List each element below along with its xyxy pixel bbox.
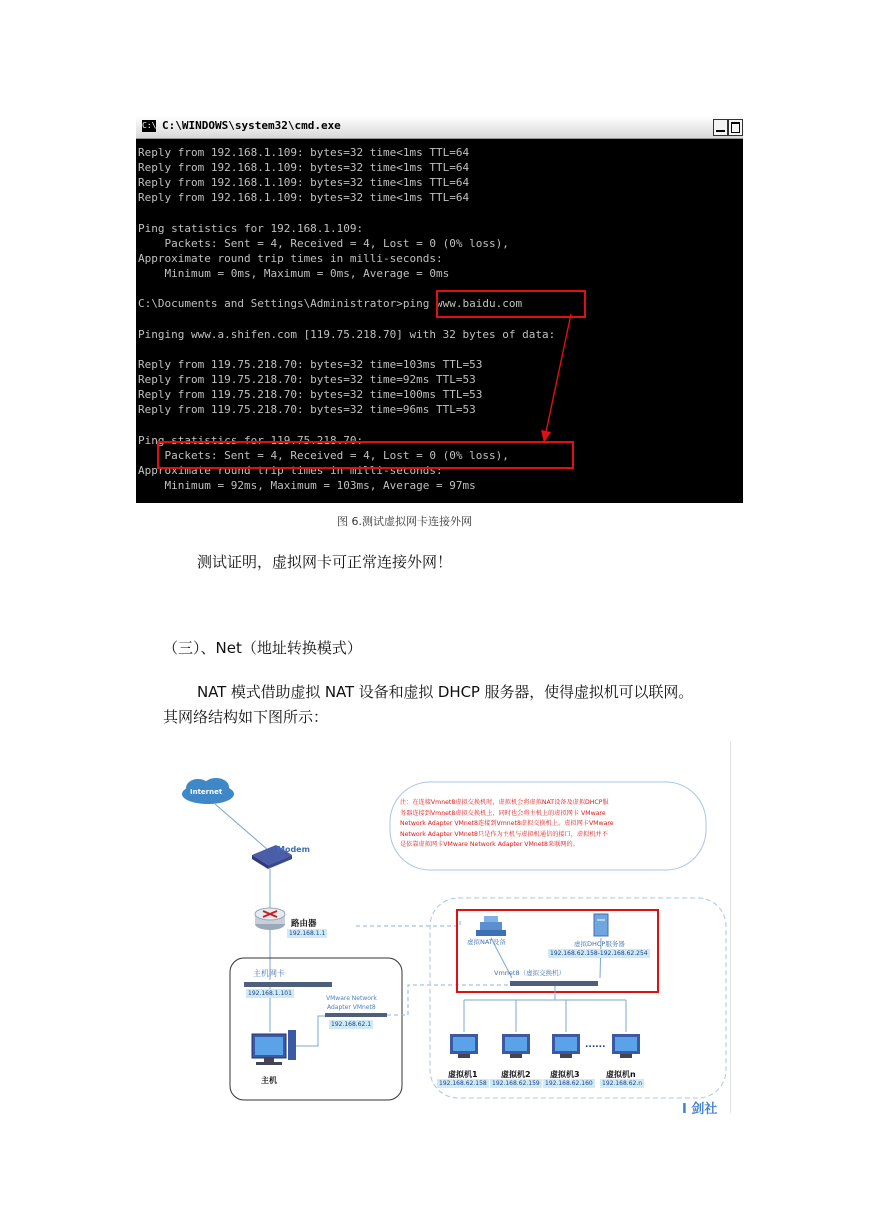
dhcp-range: 192.168.62.158-192.168.62.254 [550,950,648,957]
modem-label: Modem [277,845,310,854]
cmd-line: Packets: Sent = 4, Received = 4, Lost = 0 (0% loss), [138,236,509,250]
cmd-line: Reply from 192.168.1.109: bytes=32 time<1ms TTL=64 [138,176,470,190]
vm-icons [450,1034,640,1058]
vm3-ip: 192.168.62.160 [545,1080,593,1087]
nat-device-icon [476,916,506,936]
host-nic-ip: 192.168.1.101 [248,990,292,997]
cmd-line [138,342,738,357]
router-label: 路由器 [291,919,317,929]
vm3-label: 虚拟机3 [550,1070,580,1079]
vmn-ip: 192.168.62.n [602,1080,643,1087]
cmd-icon: C:\ [142,121,157,130]
cmd-line: Reply from 192.168.1.109: bytes=32 time<1ms TTL=64 [138,191,470,205]
cmd-line: Minimum = 0ms, Maximum = 0ms, Average = 0ms [138,267,450,281]
cmd-line: Minimum = 92ms, Maximum = 103ms, Average = 97ms [138,479,476,493]
vmnet8-adapter-label-2: Adapter VMnet8 [327,1004,376,1011]
cmd-line [138,206,738,221]
cmd-line: C:\Documents and Settings\Administrator>ping www.baidu.com [138,297,523,311]
nat-network-diagram [160,742,731,1117]
internet-label: Internet [190,788,223,796]
highlight-arrow [535,310,585,445]
host-nic-label: 主机网卡 [253,969,285,978]
cmd-title-bar [136,116,743,139]
minimize-icon[interactable] [713,119,728,136]
vm-ellipsis: ...... [585,1040,606,1050]
vm1-ip: 192.168.62.158 [439,1080,487,1087]
note-line-3: Network Adapter VMnet8连接到Vmnet8虚拟交换机上。虚拟网卡VMware [400,820,614,827]
maximize-icon[interactable] [728,119,743,136]
cmd-line: Approximate round trip times in milli-seconds: [138,463,443,477]
paragraph-nat-line1: NAT 模式借助虚拟 NAT 设备和虚拟 DHCP 服务器，使得虚拟机可以联网。 [197,683,694,701]
cmd-line [138,418,738,433]
cmd-line: Reply from 119.75.218.70: bytes=32 time=92ms TTL=53 [138,373,476,387]
cmd-line: Reply from 192.168.1.109: bytes=32 time<1ms TTL=64 [138,161,470,175]
paragraph-test-result: 测试证明，虚拟网卡可正常连接外网！ [197,553,453,571]
cmd-line: Reply from 119.75.218.70: bytes=32 time=103ms TTL=53 [138,357,483,371]
note-line-4: Network Adapter VMnet8只是作为主机与虚拟机通信的接口，虚拟机并不 [400,830,608,838]
host-label: 主机 [261,1076,277,1085]
cmd-title: C:\WINDOWS\system32\cmd.exe [162,119,341,132]
vm2-label: 虚拟机2 [501,1070,531,1079]
router-ip: 192.168.1.1 [289,930,326,937]
router-icon [255,908,285,930]
dhcp-server-label: 虚拟DHCP服务器 [574,940,625,948]
cmd-line: Reply from 119.75.218.70: bytes=32 time=96ms TTL=53 [138,403,476,417]
vm1-label: 虚拟机1 [448,1070,478,1079]
vmnet8-adapter-ip: 192.168.62.1 [331,1021,372,1028]
cmd-line: Ping statistics for 192.168.1.109: [138,221,364,235]
vmnet8-adapter-label-1: VMware Network [326,995,377,1002]
cmd-line: Reply from 119.75.218.70: bytes=32 time=100ms TTL=53 [138,388,483,402]
host-pc-icon [252,1030,296,1065]
note-line-5: 是依靠虚拟网卡VMware Network Adapter VMnet8来联网的。 [400,841,579,848]
cmd-line: Reply from 192.168.1.109: bytes=32 time<1ms TTL=64 [138,146,470,159]
cmd-line: Ping statistics for 119.75.218.70: [138,433,364,447]
cmd-line: Pinging www.a.shifen.com [119.75.218.70] with 32 bytes of data: [138,327,556,341]
vm2-ip: 192.168.62.159 [492,1080,540,1087]
watermark: I 剑社 [682,1102,718,1117]
note-line-1: 注：在连接Vmnet8虚拟交换机时，虚拟机会将虚拟NAT设备及虚拟DHCP服 [400,799,609,806]
nat-note [400,798,700,851]
dhcp-server-icon [594,914,608,936]
nat-device-label: 虚拟NAT设备 [467,938,506,946]
section-heading: （三）、Net（地址转换模式） [163,639,362,657]
paragraph-nat-line2: 其网络结构如下图所示： [163,708,329,726]
cmd-line: Approximate round trip times in milli-seconds: [138,251,443,265]
vmn-label: 虚拟机n [606,1070,636,1079]
note-line-2: 务器连接到Vmnet8虚拟交换机上，同时也会将主机上的虚拟网卡 VMware [400,809,606,817]
highlight-packets-line [157,441,574,469]
cmd-line: Packets: Sent = 4, Received = 4, Lost = 0 (0% loss), [138,448,509,462]
figure-caption: 图 6.测试虚拟网卡连接外网 [337,515,472,528]
vmnet8-switch-label: Vmnet8（虚拟交换机） [494,969,566,977]
